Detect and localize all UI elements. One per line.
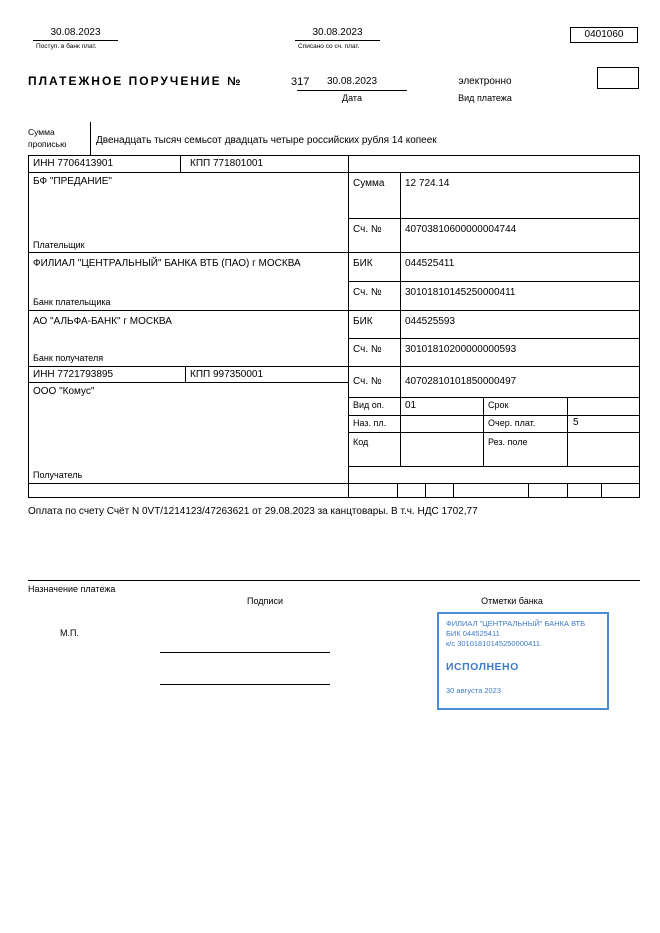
stamp-corr-account: к/с 30101810145250000411 <box>446 638 541 648</box>
payee-kpp: КПП 997350001 <box>190 369 264 380</box>
doc-number: 317 <box>291 76 310 88</box>
doc-date: 30.08.2023 <box>326 76 378 87</box>
payer-kpp: КПП 771801001 <box>190 158 264 169</box>
payer-bank-label: Банк плательщика <box>33 297 111 307</box>
amount-words-divider <box>90 122 91 155</box>
table-border <box>348 218 640 219</box>
stamp-status: ИСПОЛНЕНО <box>446 661 519 674</box>
payment-purpose-label: Назначение платежа <box>28 584 116 594</box>
payee-bank-label: Банк получателя <box>33 353 104 363</box>
code-label: Код <box>353 437 369 447</box>
payment-kind: электронно <box>458 76 512 87</box>
doc-title: ПЛАТЕЖНОЕ ПОРУЧЕНИЕ № <box>28 74 243 88</box>
table-border <box>180 155 181 172</box>
table-border <box>28 497 640 498</box>
table-border <box>28 155 29 497</box>
table-border <box>28 366 640 367</box>
table-border <box>639 155 640 497</box>
signatures-label: Подписи <box>247 596 283 606</box>
table-border <box>348 155 349 497</box>
payer-bank-bik: 044525411 <box>405 258 455 269</box>
payer-label: Плательщик <box>33 240 85 250</box>
table-border <box>348 281 640 282</box>
form-code: 0401060 <box>570 27 638 43</box>
bank-stamp <box>437 612 609 710</box>
table-border <box>348 466 640 467</box>
reserve-field-label: Рез. поле <box>488 437 528 447</box>
signature-line <box>160 652 330 653</box>
table-border <box>28 382 348 383</box>
payee-label: Получатель <box>33 470 83 480</box>
amount-words-label: Сумма прописью <box>28 127 67 150</box>
doc-date-label: Дата <box>342 93 362 103</box>
debited-date: 30.08.2023 <box>312 27 363 38</box>
payment-kind-label: Вид платежа <box>458 93 512 103</box>
stamp-place-label: М.П. <box>60 628 79 638</box>
table-border <box>28 252 640 253</box>
payer-account: 40703810600000004744 <box>405 224 517 235</box>
payer-inn: ИНН 7706413901 <box>33 158 114 169</box>
term-label: Срок <box>488 400 509 410</box>
table-border <box>348 338 640 339</box>
payee-account-label: Сч. № <box>353 376 382 387</box>
op-type-label: Вид оп. <box>353 400 385 410</box>
payee-account: 40702810101850000497 <box>405 376 517 387</box>
purpose-code-label: Наз. пл. <box>353 418 387 428</box>
payee-name: ООО "Комус" <box>33 386 95 397</box>
debited-date-underline <box>295 40 380 41</box>
purpose-underline <box>28 580 640 581</box>
op-type-value: 01 <box>405 400 417 411</box>
table-border <box>28 172 640 173</box>
payment-purpose-text: Оплата по счету Счёт N 0VT/1214123/47263621 от 29.08.2023 за канцтовары. В т.ч. НДС 1702,77 <box>28 506 478 517</box>
table-border <box>185 366 186 382</box>
table-border <box>28 310 640 311</box>
table-border <box>348 415 640 416</box>
received-date: 30.08.2023 <box>50 27 101 38</box>
payee-bank-corr-account: 30101810200000000593 <box>405 344 517 355</box>
table-border <box>453 483 454 497</box>
priority-label: Очер. плат. <box>488 418 536 428</box>
amount-label: Сумма <box>353 178 385 189</box>
stamp-bik: БИК 044525411 <box>446 628 500 638</box>
amount-value: 12 724.14 <box>405 178 450 189</box>
payer-bank-corr-account: 30101810145250000411 <box>405 287 516 298</box>
table-border <box>528 483 529 497</box>
table-border <box>567 483 568 497</box>
table-border <box>400 172 401 466</box>
received-date-underline <box>33 40 118 41</box>
payee-bank-bik-label: БИК <box>353 316 373 327</box>
payer-bank-name: ФИЛИАЛ "ЦЕНТРАЛЬНЫЙ" БАНКА ВТБ (ПАО) г МОСКВА <box>33 258 301 269</box>
payee-bank-name: АО "АЛЬФА-БАНК" г МОСКВА <box>33 316 172 327</box>
payer-account-label: Сч. № <box>353 224 382 235</box>
table-border <box>348 397 640 398</box>
debited-date-label: Списано со сч. плат. <box>298 43 360 50</box>
table-border <box>397 483 398 497</box>
payer-bank-bik-label: БИК <box>353 258 373 269</box>
bank-marks-label: Отметки банка <box>481 596 543 606</box>
table-border <box>483 397 484 466</box>
table-border <box>425 483 426 497</box>
payee-bank-bik: 044525593 <box>405 316 456 327</box>
stamp-date: 30 августа 2023 <box>446 685 502 695</box>
table-border <box>28 155 640 156</box>
payer-bank-account-label: Сч. № <box>353 287 382 298</box>
status-code-box <box>597 67 639 89</box>
payee-bank-account-label: Сч. № <box>353 344 382 355</box>
amount-words-value: Двенадцать тысяч семьсот двадцать четыре российских рубля 14 копеек <box>96 135 437 146</box>
table-border <box>601 483 602 497</box>
signature-line <box>160 684 330 685</box>
stamp-bank-name: ФИЛИАЛ "ЦЕНТРАЛЬНЫЙ" БАНКА ВТБ <box>446 619 586 628</box>
payee-inn: ИНН 7721793895 <box>33 369 114 380</box>
doc-date-underline <box>297 90 407 91</box>
table-border <box>348 432 640 433</box>
received-date-label: Поступ. в банк плат. <box>36 43 97 50</box>
priority-value: 5 <box>573 417 579 428</box>
table-border <box>567 397 568 466</box>
table-border <box>28 483 640 484</box>
payer-name: БФ "ПРЕДАНИЕ" <box>33 176 112 187</box>
